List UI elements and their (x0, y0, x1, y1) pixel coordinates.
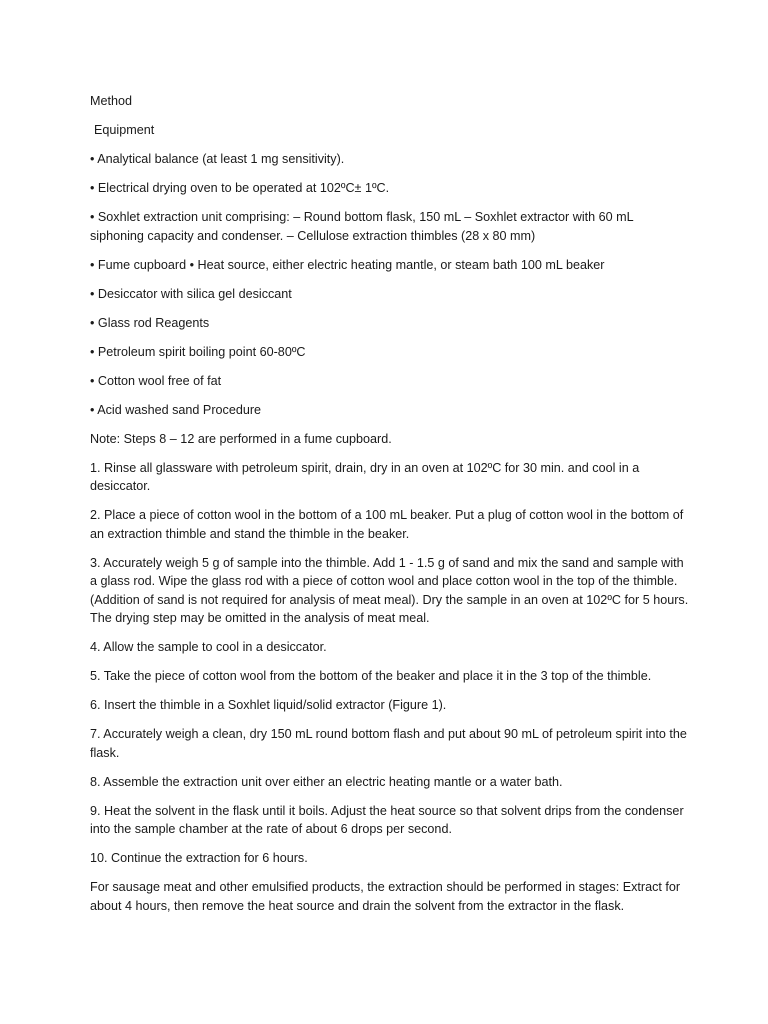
equipment-item: • Electrical drying oven to be operated at 102ºC± 1ºC. (90, 181, 390, 195)
equipment-item: • Desiccator with silica gel desiccant (90, 286, 292, 301)
equipment-item: • Soxhlet extraction unit comprising: – Round bottom flask, 150 mL – Soxhlet extractor with 60 mL siphoning capacity and condenser. – Cellulose extraction thimbles (28 x 80 mm) (90, 210, 634, 243)
equipment-item: • Glass rod Reagents (90, 315, 210, 330)
procedure-note: Note: Steps 8 – 12 are performed in a fume cupboard. (90, 431, 392, 446)
procedure-step: 4. Allow the sample to cool in a desiccator. (90, 640, 327, 654)
section-heading-method: Method (90, 94, 133, 108)
procedure-step: 7. Accurately weigh a clean, dry 150 mL round bottom flash and put about 90 mL of petroleum spirit into the flask. (90, 727, 687, 760)
equipment-item: • Fume cupboard • Heat source, either electric heating mantle, or steam bath 100 mL beaker (90, 257, 605, 272)
procedure-step: 1. Rinse all glassware with petroleum spirit, drain, dry in an oven at 102ºC for 30 min. and cool in a desiccator. (90, 460, 640, 493)
equipment-item: • Petroleum spirit boiling point 60-80ºC (90, 344, 306, 359)
procedure-step: 6. Insert the thimble in a Soxhlet liquid/solid extractor (Figure 1). (90, 698, 447, 712)
procedure-step: 3. Accurately weigh 5 g of sample into the thimble. Add 1 - 1.5 g of sand and mix the sand and sample with a glass rod. Wipe the glass rod with a piece of cotton wool and place cotton wool in the top of the thimble. (Addition of sand is not required for analysis of meat meal). Dry the sample in an oven at 102ºC for 5 hours. The drying step may be omitted in the analysis of meat meal. (90, 555, 689, 625)
procedure-step: 5. Take the piece of cotton wool from the bottom of the beaker and place it in the 3 top of the thimble. (90, 669, 652, 683)
closing-paragraph: For sausage meat and other emulsified products, the extraction should be performed in stages: Extract for about 4 hours, then remove the heat source and drain the solvent from the extractor in the flask. (90, 880, 681, 913)
document-page (90, 92, 690, 926)
equipment-item: • Analytical balance (at least 1 mg sensitivity). (90, 152, 345, 166)
procedure-step: 9. Heat the solvent in the flask until it boils. Adjust the heat source so that solvent drips from the condenser into the sample chamber at the rate of about 6 drops per second. (90, 803, 684, 836)
procedure-step: 10. Continue the extraction for 6 hours. (90, 851, 308, 865)
procedure-step: 2. Place a piece of cotton wool in the bottom of a 100 mL beaker. Put a plug of cotton wool in the bottom of an extraction thimble and stand the thimble in the beaker. (90, 508, 684, 541)
equipment-item: • Acid washed sand Procedure (90, 402, 262, 417)
equipment-item: • Cotton wool free of fat (90, 373, 222, 388)
section-heading-equipment: Equipment (94, 123, 155, 137)
procedure-step: 8. Assemble the extraction unit over either an electric heating mantle or a water bath. (90, 774, 563, 789)
